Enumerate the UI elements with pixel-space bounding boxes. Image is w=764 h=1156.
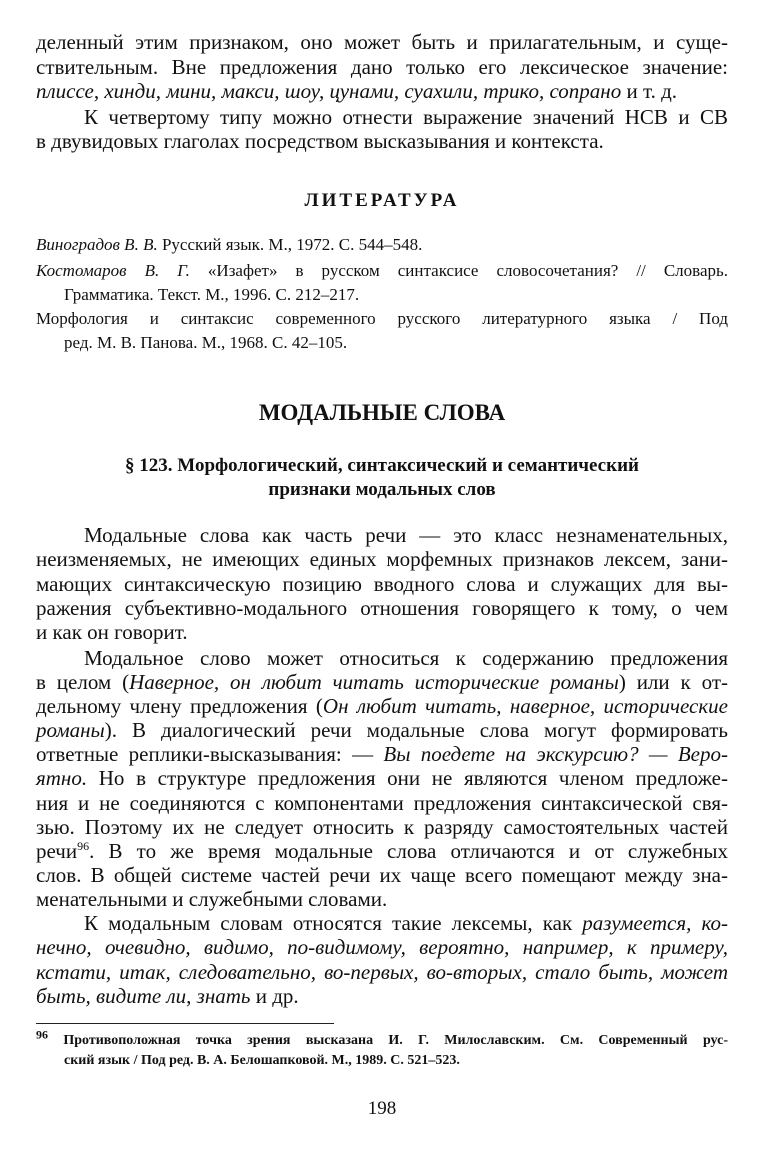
text-line: кстати, итак, следовательно, во-первых, во-вторых, стало быть, может: [36, 960, 728, 984]
text-line: менательными и служебными словами.: [36, 887, 388, 911]
text-line: речи$^{96}$. В то же время модальные слова отличаются и от служебных: [36, 839, 728, 863]
text-line: зью. Поэтому их не следует относить к разряду самостоятельных частей: [36, 815, 728, 839]
footnote-mark: 96: [36, 1027, 48, 1042]
text-line: дельному члену предложения (Он любит читать, наверное, исторические: [36, 694, 729, 718]
text-line: в целом (Наверное, он любит читать исторические романы) или к от-: [36, 670, 729, 694]
text-line: слов. В общей системе частей речи их чаще всего помещают между зна-: [36, 863, 728, 887]
footnote-line: $^{96}$ Противоположная точка зрения высказана И. Г. Милославским. См. Современный рус-: [36, 1027, 728, 1048]
text-line: плиссе, хинди, мини, макси, шоу, цунами, суахили, трико, сопрано и т. д.: [36, 79, 678, 103]
section-title: § 123. Морфологический, синтаксический и семантический: [125, 455, 639, 476]
text-line: мающих синтаксическую позицию вводного слова и служащих для вы-: [36, 572, 728, 596]
text-line: романы). В диалогический речи модальные слова могут формировать: [36, 718, 728, 742]
page-number: 198: [367, 1098, 397, 1119]
text-line: ния и не соединяются с компонентами предложения синтаксической свя-: [36, 791, 728, 815]
text-line: деленный этим признаком, оно может быть и прилагательным, и суще-: [36, 30, 728, 54]
chapter-title: МОДАЛЬНЫЕ СЛОВА: [258, 400, 506, 425]
italic-examples: плиссе, хинди, мини, макси, шоу, цунами, суахили, трико, сопрано: [36, 79, 622, 103]
text-line: и как он говорит.: [36, 620, 188, 644]
reference-item: Виноградов В. В. Русский язык. М., 1972. С. 544–548.: [36, 235, 423, 254]
footnote-ref[interactable]: 96: [77, 839, 90, 853]
reference-item-cont: Грамматика. Текст. М., 1996. С. 212–217.: [64, 285, 360, 304]
text-line: в двувидовых глаголах посредством высказывания и контекста.: [36, 129, 604, 153]
footnote-line: ский язык / Под ред. В. А. Белошапковой. М., 1989. С. 521–523.: [64, 1053, 460, 1068]
text-line: ражения субъективно-модального отношения говорящего к тому, о чем: [36, 596, 728, 620]
text-line: нечно, очевидно, видимо, по-видимому, вероятно, например, к примеру,: [36, 935, 728, 959]
literature-heading: ЛИТЕРАТУРА: [304, 190, 460, 211]
reference-item: Костомаров В. Г. «Изафет» в русском синтаксисе словосочетания? // Словарь.: [36, 261, 728, 280]
text-line: ятно. Но в структуре предложения они не являются членом предложе-: [36, 766, 728, 790]
text-line: Модальное слово может относиться к содержанию предложения: [84, 646, 728, 670]
text-line: ствительным. Вне предложения дано только его лексическое значение:: [36, 55, 728, 79]
text-line: неизменяемых, не имеющих единых морфемных признаков лексем, зани-: [36, 547, 728, 571]
text-line: К модальным словам относятся такие лексемы, как разумеется, ко-: [84, 911, 728, 935]
footnote-divider: [36, 1023, 334, 1024]
section-title-cont: признаки модальных слов: [268, 479, 496, 500]
text-line: ответные реплики-высказывания: — Вы поедете на экскурсию? — Веро-: [36, 742, 728, 766]
reference-item-cont: ред. М. В. Панова. М., 1968. С. 42–105.: [64, 333, 348, 352]
reference-item: Морфология и синтаксис современного русского литературного языка / Под: [36, 309, 728, 328]
text-line: быть, видите ли, знать и др.: [36, 984, 299, 1008]
text-line: Модальные слова как часть речи — это класс незнаменательных,: [84, 523, 728, 547]
text-line: К четвертому типу можно отнести выражение значений НСВ и СВ: [84, 105, 728, 129]
